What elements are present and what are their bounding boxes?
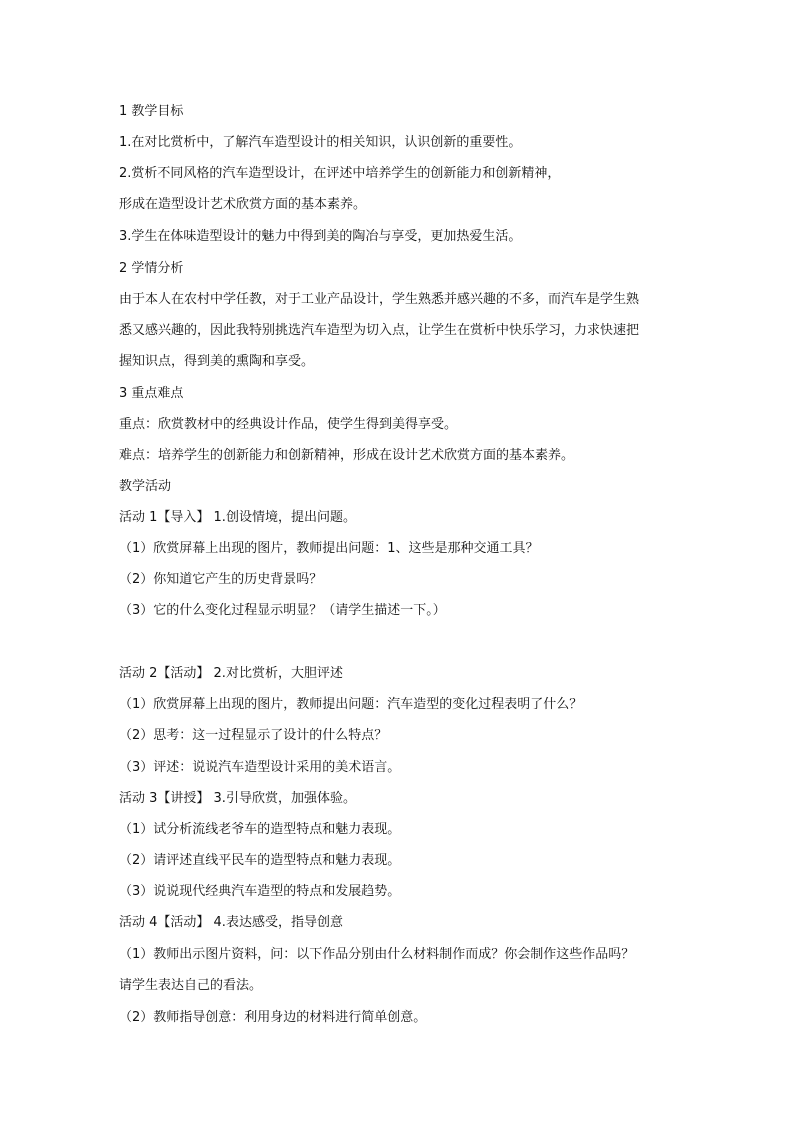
- activity-4-item-1-continued: 请学生表达自己的看法。: [119, 978, 263, 993]
- goal-2-continued: 形成在造型设计艺术欣赏方面的基本素养。: [119, 197, 367, 212]
- activity-3-item-2: （2）请评述直线平民车的造型特点和魅力表现。: [119, 853, 401, 868]
- difficult-point: 难点：培养学生的创新能力和创新精神，形成在设计艺术欣赏方面的基本素养。: [119, 448, 575, 463]
- heading-teaching-activities: 教学活动: [119, 479, 172, 494]
- activity-3-heading: 活动 3【讲授】 3.引导欣赏，加强体验。: [119, 791, 356, 806]
- heading-key-points: 3 重点难点: [119, 386, 184, 401]
- goal-3: 3.学生在体味造型设计的魅力中得到美的陶冶与享受，更加热爱生活。: [119, 229, 522, 244]
- activity-4-item-1: （1）教师出示图片资料，问：以下作品分别由什么材料制作而成？你会制作这些作品吗？: [119, 947, 635, 962]
- goal-1: 1.在对比赏析中，了解汽车造型设计的相关知识，认识创新的重要性。: [119, 135, 522, 150]
- activity-2-item-1: （1）欣赏屏幕上出现的图片，教师提出问题：汽车造型的变化过程表明了什么？: [119, 697, 583, 712]
- goal-2: 2.赏析不同风格的汽车造型设计，在评述中培养学生的创新能力和创新精神，: [119, 166, 561, 181]
- activity-3-item-1: （1）试分析流线老爷车的造型特点和魅力表现。: [119, 822, 401, 837]
- analysis-paragraph-line-1: 由于本人在农村中学任教，对于工业产品设计，学生熟悉并感兴趣的不多，而汽车是学生熟: [119, 292, 640, 307]
- activity-1-item-3: （3）它的什么变化过程显示明显？（请学生描述一下。）: [119, 603, 446, 618]
- heading-student-analysis: 2 学情分析: [119, 261, 184, 276]
- key-point: 重点：欣赏教材中的经典设计作品，使学生得到美得享受。: [119, 417, 458, 432]
- activity-2-heading: 活动 2【活动】 2.对比赏析，大胆评述: [119, 666, 343, 681]
- activity-1-item-1: （1）欣赏屏幕上出现的图片，教师提出问题：1、这些是那种交通工具？: [119, 541, 539, 556]
- activity-4-heading: 活动 4【活动】 4.表达感受，指导创意: [119, 915, 343, 930]
- activity-2-item-3: （3）评述：说说汽车造型设计采用的美术语言。: [119, 760, 401, 775]
- activity-3-item-3: （3）说说现代经典汽车造型的特点和发展趋势。: [119, 884, 401, 899]
- analysis-paragraph-line-3: 握知识点，得到美的熏陶和享受。: [119, 354, 315, 369]
- heading-teaching-goals: 1 教学目标: [119, 104, 184, 119]
- activity-1-heading: 活动 1【导入】 1.创设情境，提出问题。: [119, 510, 356, 525]
- activity-2-item-2: （2）思考：这一过程显示了设计的什么特点？: [119, 728, 388, 743]
- activity-4-item-2: （2）教师指导创意：利用身边的材料进行简单创意。: [119, 1010, 427, 1025]
- activity-1-item-2: （2）你知道它产生的历史背景吗？: [119, 572, 323, 587]
- analysis-paragraph-line-2: 悉又感兴趣的，因此我特别挑选汽车造型为切入点，让学生在赏析中快乐学习，力求快速把: [119, 323, 640, 338]
